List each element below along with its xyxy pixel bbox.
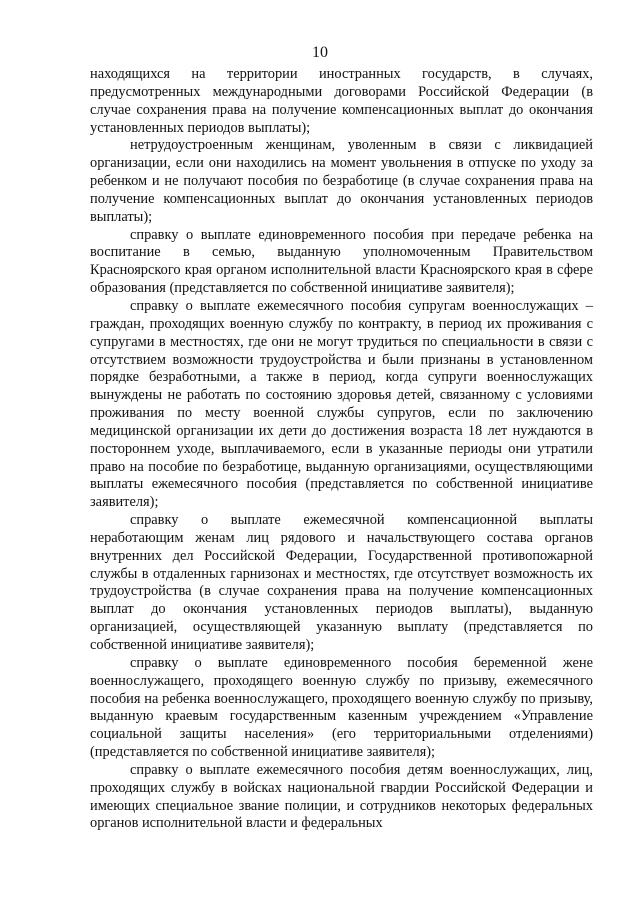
paragraph-military-children-benefit: справку о выплате ежемесячного пособия детям военнослужащих, лиц, проходящих службу в войсках национальной гвардии Российской Федерации и имеющих специальное звание полиции, и сотрудников некоторых федеральных органов исполнительной власти и федеральных <box>90 761 593 832</box>
paragraph-military-spouses-benefit: справку о выплате ежемесячного пособия супругам военнослужащих – граждан, проходящих военную службу по контракту, в период их проживания с супругами в местностях, где они не могут трудиться по специальности в связи с отсутствием возможности трудоустройства и были признаны в установленном порядке безработными, а также в период, когда супруги военнослужащих вынуждены не работать по состоянию здоровья детей, связанному с условиями проживания по месту военной службы супругов, если по заключению медицинской организации их дети до достижения возраста 18 лет нуждаются в постороннем уходе, выплачиваемого, если в указанные периоды они утратили право на пособие по безработице, выданную организациями, осуществляющими выплаты ежемесячного пособия (представляется по собственной инициативе заявителя); <box>90 297 593 511</box>
paragraph-continuation: находящихся на территории иностранных государств, в случаях, предусмотренных международными договорами Российской Федерации (в случае сохранения права на получение компенсационных выплат до окончания установленных периодов выплаты); <box>90 66 593 136</box>
paragraph-police-wives-compensation: справку о выплате ежемесячной компенсационной выплаты неработающим женам лиц рядового и начальствующего состава органов внутренних дел Российской Федерации, Государственной противопожарной службы в отдаленных гарнизонах и местностях, где отсутствует возможность их трудоустройства (в случае сохранения права на получение компенсационных выплат до окончания установленных периодов выплаты), выданную организацией, осуществляющей указанную выплату (представляется по собственной инициативе заявителя); <box>90 512 593 653</box>
paragraph-child-placement-benefit: справку о выплате единовременного пособия при передаче ребенка на воспитание в семью, выданную уполномоченным Правительством Красноярского края органом исполнительной власти Красноярского края в сфере образования (представляется по собственной инициативе заявителя); <box>90 226 593 297</box>
paragraph-conscript-family-benefit: справку о выплате единовременного пособия беременной жене военнослужащего, проходящего военную службу по призыву, ежемесячного пособия на ребенка военнослужащего, проходящего военную службу по призыву, выданную краевым государственным казенным учреждением «Управление социальной защиты населения» (его территориальными отделениями) (представляется по собственной инициативе заявителя); <box>90 654 593 761</box>
page-number: 10 <box>312 44 328 61</box>
document-body <box>90 66 593 833</box>
paragraph-unemployed-women: нетрудоустроенным женщинам, уволенным в связи с ликвидацией организации, если они находились на момент увольнения в отпуске по уходу за ребенком и не получают пособия по безработице (в случае сохранения права на получение компенсационных выплат до окончания установленных периодов выплаты); <box>90 137 593 225</box>
